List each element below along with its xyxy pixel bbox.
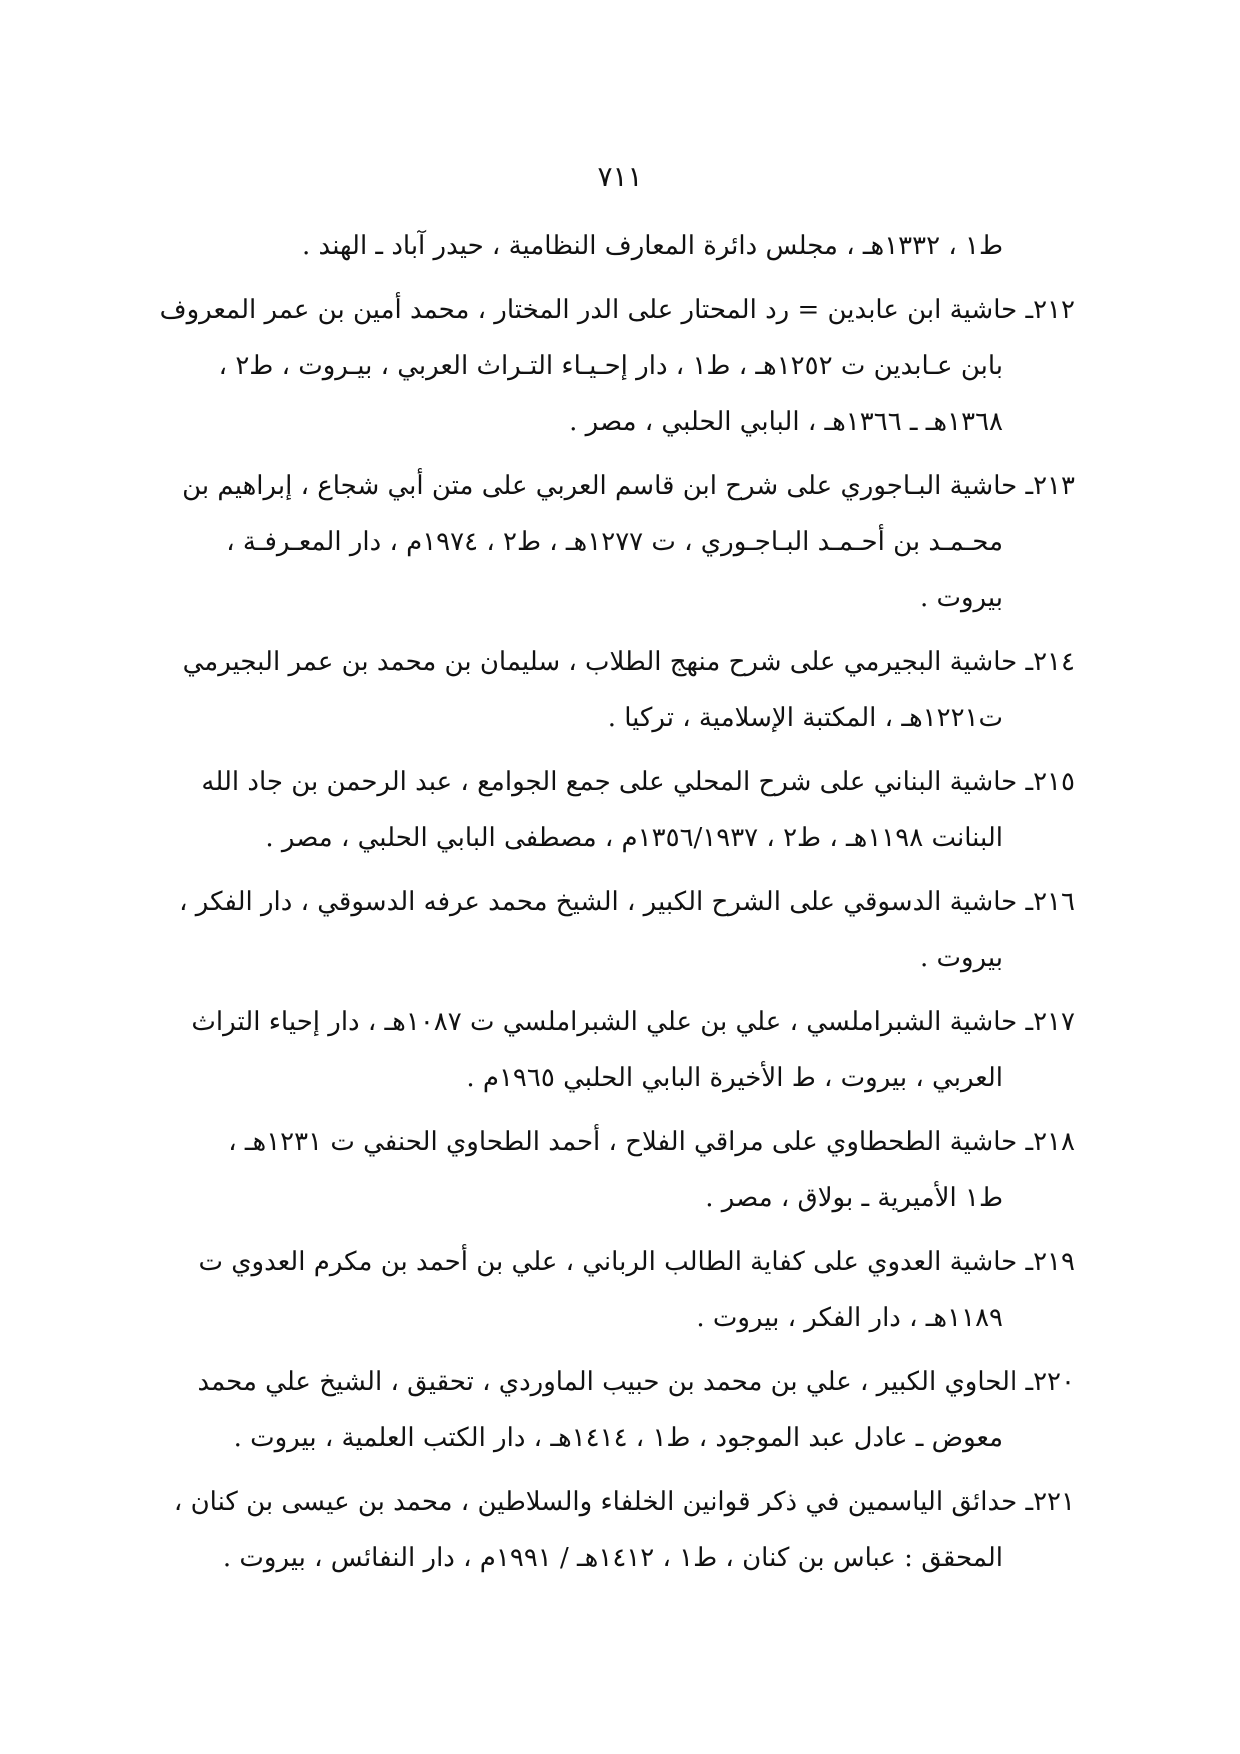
entry-continuation	[150, 1410, 1075, 1466]
entry-continuation	[150, 1530, 1075, 1586]
entry-heading: ٢١٦ـ حاشية الدسوقي على الشرح الكبير ، الشيخ محمد عرفه الدسوقي ، دار الفكر ،	[179, 887, 1075, 917]
entry-heading: ٢١٢ـ حاشية ابن عابدين = رد المحتار على الدر المختار ، محمد أمين بن عمر المعروف	[159, 295, 1075, 325]
bibliography-entry	[150, 1354, 1075, 1466]
entry-continuation	[150, 1290, 1075, 1346]
entry-line: محـمـد بن أحـمـد البـاجـوري ، ت ١٢٧٧هـ ، ط٢ ، ١٩٧٤م ، دار المعـرفـة ،	[226, 527, 1003, 557]
bibliography-entry	[150, 634, 1075, 746]
entry-line: البنانت ١١٩٨هـ ، ط٢ ، ١٣٥٦/١٩٣٧م ، مصطفى البابي الحلبي ، مصر .	[265, 823, 1003, 853]
entry-continuation	[150, 1050, 1075, 1106]
entry-continuation	[150, 930, 1075, 986]
entry-line: ت١٢٢١هـ ، المكتبة الإسلامية ، تركيا .	[607, 703, 1003, 733]
entry-continuation	[150, 810, 1075, 866]
bibliography-entry	[150, 874, 1075, 986]
continued-entry-line: ط١ ، ١٣٣٢هـ ، مجلس دائرة المعارف النظامية ، حيدر آباد ـ الهند .	[302, 231, 1003, 261]
entry-line: ١٣٦٨هـ ـ ١٣٦٦هـ ، البابي الحلبي ، مصر .	[569, 407, 1003, 437]
bibliography-entry	[150, 994, 1075, 1106]
entry-line: ١١٨٩هـ ، دار الفكر ، بيروت .	[696, 1303, 1003, 1333]
entry-line: بيروت .	[920, 583, 1003, 613]
bibliography-entry	[150, 1234, 1075, 1346]
entry-heading: ٢٢١ـ حدائق الياسمين في ذكر قوانين الخلفاء والسلاطين ، محمد بن عيسى بن كنان ،	[173, 1487, 1075, 1517]
entry-line: المحقق : عباس بن كنان ، ط١ ، ١٤١٢هـ / ١٩٩١م ، دار النفائس ، بيروت .	[222, 1543, 1003, 1573]
entry-line: بابن عـابدين ت ١٢٥٢هـ ، ط١ ، دار إحـيـاء التـراث العربي ، بيـروت ، ط٢ ،	[218, 351, 1003, 381]
entry-continuation	[150, 338, 1075, 450]
entry-continuation	[150, 1170, 1075, 1226]
bibliography-list	[150, 218, 1075, 1594]
entry-heading: ٢١٨ـ حاشية الطحطاوي على مراقي الفلاح ، أحمد الطحاوي الحنفي ت ١٢٣١هـ ،	[228, 1127, 1075, 1157]
entry-heading: ٢١٤ـ حاشية البجيرمي على شرح منهج الطلاب ، سليمان بن محمد بن عمر البجيرمي	[182, 647, 1075, 677]
page-number: ٧١١	[597, 160, 643, 193]
entry-line: العربي ، بيروت ، ط الأخيرة البابي الحلبي ١٩٦٥م .	[466, 1063, 1003, 1093]
entry-heading: ٢١٩ـ حاشية العدوي على كفاية الطالب الرباني ، علي بن أحمد بن مكرم العدوي ت	[198, 1247, 1075, 1277]
bibliography-entry	[150, 1474, 1075, 1586]
bibliography-entry	[150, 1114, 1075, 1226]
entry-heading: ٢١٥ـ حاشية البناني على شرح المحلي على جمع الجوامع ، عبد الرحمن بن جاد الله	[201, 767, 1075, 797]
bibliography-entry	[150, 754, 1075, 866]
entry-line: معوض ـ عادل عبد الموجود ، ط١ ، ١٤١٤هـ ، دار الكتب العلمية ، بيروت .	[233, 1423, 1003, 1453]
entry-heading: ٢٢٠ـ الحاوي الكبير ، علي بن محمد بن حبيب الماوردي ، تحقيق ، الشيخ علي محمد	[197, 1367, 1075, 1397]
bibliography-entry	[150, 282, 1075, 450]
bibliography-entry	[150, 458, 1075, 626]
entry-continuation	[150, 514, 1075, 626]
entry-heading: ٢١٣ـ حاشية البـاجوري على شرح ابن قاسم العربي على متن أبي شجاع ، إبراهيم بن	[182, 471, 1075, 501]
entry-heading: ٢١٧ـ حاشية الشبراملسي ، علي بن علي الشبراملسي ت ١٠٨٧هـ ، دار إحياء التراث	[191, 1007, 1075, 1037]
entry-line: بيروت .	[920, 943, 1003, 973]
entry-continuation	[150, 690, 1075, 746]
entry-line: ط١ الأميرية ـ بولاق ، مصر .	[705, 1183, 1003, 1213]
